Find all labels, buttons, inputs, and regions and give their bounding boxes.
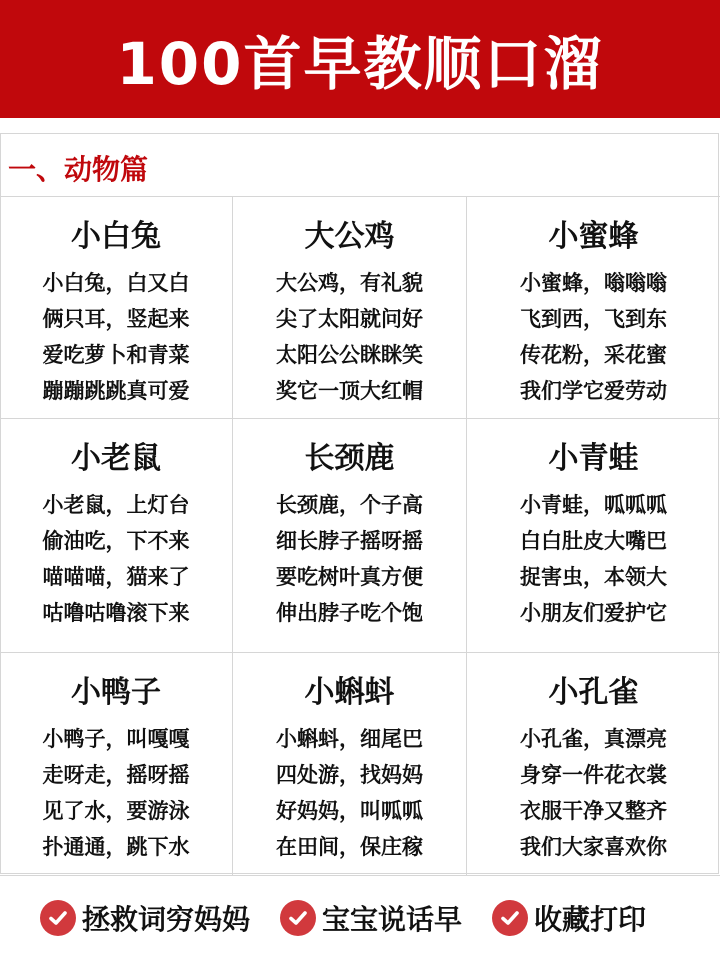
- poem-line: 小青蛙，呱呱呱: [520, 493, 667, 517]
- poem-line: 见了水，要游泳: [42, 799, 190, 823]
- poem-title: 长颈鹿: [304, 441, 395, 476]
- poem-card: [0, 197, 233, 419]
- poem-card: [467, 419, 720, 653]
- poem-line: 尖了太阳就问好: [276, 307, 423, 331]
- poem-lines: [276, 265, 423, 409]
- poem-line: 小孔雀，真漂亮: [520, 727, 667, 751]
- poem-card: [467, 653, 720, 875]
- poem-line: 我们大家喜欢你: [520, 835, 667, 859]
- poem-line: 长颈鹿，个子高: [276, 493, 423, 517]
- poem-line: 小白兔，白又白: [42, 271, 190, 295]
- poem-line: 蹦蹦跳跳真可爱: [42, 379, 190, 403]
- tag-item: [40, 898, 250, 938]
- poem-line: 扑通通，跳下水: [42, 835, 190, 859]
- tag-label: 宝宝说话早: [322, 903, 463, 936]
- poem-card: [233, 653, 467, 875]
- poem-line: 捉害虫，本领大: [520, 565, 667, 589]
- footer-tags: [0, 888, 720, 948]
- poem-line: 小蜜蜂，嗡嗡嗡: [520, 271, 667, 295]
- poem-line: 细长脖子摇呀摇: [276, 529, 423, 553]
- tag-label: 拯救词穷妈妈: [82, 903, 251, 936]
- poem-line: 要吃树叶真方便: [276, 565, 423, 589]
- poem-line: 俩只耳，竖起来: [42, 307, 190, 331]
- poem-card: [0, 419, 233, 653]
- poem-card: [0, 653, 233, 875]
- poem-line: 衣服干净又整齐: [520, 799, 667, 823]
- poem-line: 四处游，找妈妈: [276, 763, 423, 787]
- poem-line: 小蝌蚪，细尾巴: [276, 727, 423, 751]
- poem-line: 在田间，保庄稼: [276, 835, 423, 859]
- check-circle-icon: [40, 900, 76, 936]
- poem-line: 爱吃萝卜和青菜: [42, 343, 190, 367]
- poem-line: 伸出脖子吃个饱: [276, 601, 423, 625]
- tag-item: [492, 898, 646, 938]
- poem-grid: [0, 196, 720, 876]
- poem-line: 偷油吃，下不来: [42, 529, 190, 553]
- poem-lines: [520, 487, 667, 631]
- poem-lines: [276, 721, 423, 865]
- poem-title: 小孔雀: [548, 675, 639, 710]
- tag-item: [280, 898, 462, 938]
- poem-card: [467, 197, 720, 419]
- poem-lines: [43, 265, 190, 409]
- poem-title: 小青蛙: [548, 441, 639, 476]
- poem-card: [233, 197, 467, 419]
- page-title: 100首早教顺口溜: [116, 30, 604, 98]
- poem-line: 传花粉，采花蜜: [520, 343, 667, 367]
- poem-line: 好妈妈，叫呱呱: [276, 799, 423, 823]
- poem-line: 喵喵喵，猫来了: [42, 565, 190, 589]
- check-circle-icon: [280, 900, 316, 936]
- poem-line: 飞到西，飞到东: [520, 307, 667, 331]
- poem-line: 走呀走，摇呀摇: [42, 763, 190, 787]
- poem-card: [233, 419, 467, 653]
- poem-title: 小白兔: [71, 219, 161, 254]
- section-title: 一、动物篇: [8, 153, 149, 186]
- poem-lines: [520, 721, 667, 865]
- poem-title: 大公鸡: [304, 219, 395, 254]
- poem-line: 大公鸡，有礼貌: [276, 271, 423, 295]
- poem-lines: [43, 487, 190, 631]
- poem-title: 小蝌蚪: [304, 675, 395, 710]
- poem-line: 身穿一件花衣裳: [520, 763, 667, 787]
- poem-title: 小蜜蜂: [548, 219, 639, 254]
- poem-title: 小老鼠: [71, 441, 161, 476]
- poem-line: 小老鼠，上灯台: [42, 493, 190, 517]
- poem-lines: [276, 487, 423, 631]
- poem-line: 太阳公公眯眯笑: [276, 343, 423, 367]
- poem-line: 小鸭子，叫嘎嘎: [42, 727, 190, 751]
- tag-label: 收藏打印: [534, 903, 647, 936]
- poem-line: 小朋友们爱护它: [520, 601, 667, 625]
- poem-line: 咕噜咕噜滚下来: [42, 601, 190, 625]
- poem-line: 我们学它爱劳动: [520, 379, 667, 403]
- poem-line: 白白肚皮大嘴巴: [520, 529, 667, 553]
- poem-lines: [520, 265, 667, 409]
- poem-title: 小鸭子: [71, 675, 161, 710]
- check-circle-icon: [492, 900, 528, 936]
- poem-lines: [43, 721, 190, 865]
- header-banner: [0, 0, 720, 118]
- poem-line: 奖它一顶大红帽: [276, 379, 423, 403]
